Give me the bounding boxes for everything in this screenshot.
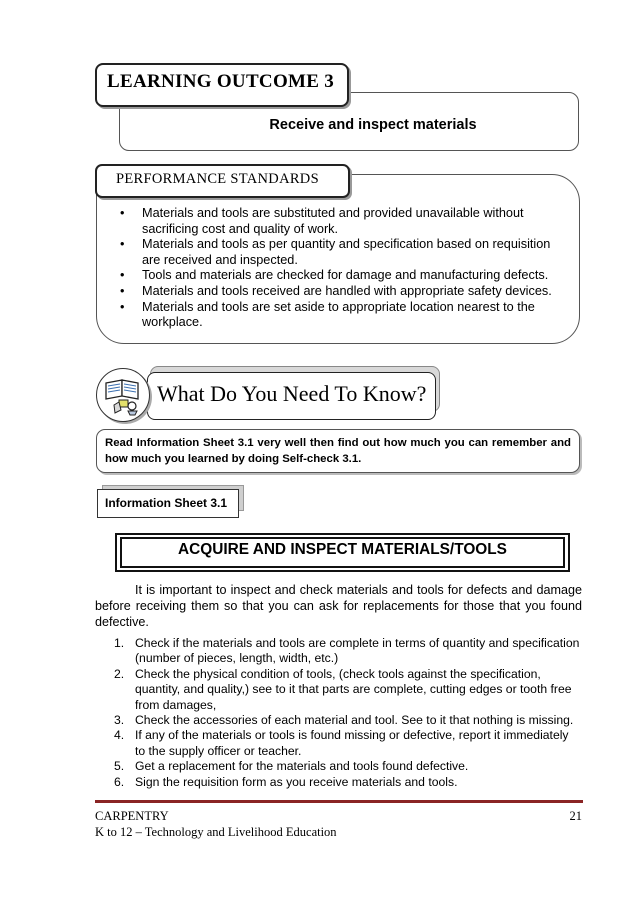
step-text: Check the accessories of each material and tool. See to it that nothing is missing.: [135, 713, 574, 728]
step-text: Get a replacement for the materials and tools found defective.: [135, 759, 469, 774]
inspection-steps: [114, 636, 580, 790]
step-text: Check the physical condition of tools, (check tools against the specification, quantity, and quality,) see to it that parts are complete, cutting edges or tooth free from damages,: [135, 666, 572, 712]
performance-standards-list: [120, 206, 566, 331]
learning-outcome-label: LEARNING OUTCOME 3: [107, 71, 335, 92]
what-to-know-title: What Do You Need To Know?: [157, 381, 427, 406]
step-text: Sign the requisition form as you receive materials and tools.: [135, 774, 458, 789]
step-number: 2.: [114, 666, 125, 681]
footer-rule: [95, 800, 583, 803]
list-item-text: Materials and tools as per quantity and specification based on requisition are received and inspected.: [142, 237, 551, 267]
intro-paragraph-text: It is important to inspect and check materials and tools for defects and damage before receiving them so that you can ask for replacements for those that you found defective.: [95, 583, 582, 629]
what-to-know-banner: [147, 372, 436, 420]
intro-paragraph: [95, 582, 582, 630]
info-sheet-tab: [97, 489, 239, 518]
step-number: 1.: [114, 636, 125, 650]
instruction-text: Read Information Sheet 3.1 very well then find out how much you can remember and how much you learned by doing Self-check 3.1.: [105, 437, 571, 465]
bullet: •: [120, 206, 125, 220]
list-item-text: Tools and materials are checked for damage and manufacturing defects.: [142, 268, 549, 283]
list-item: [120, 284, 566, 300]
step-number: 4.: [114, 728, 125, 743]
list-item: [114, 667, 580, 713]
list-item-text: Materials and tools are set aside to appropriate location nearest to the workplace.: [142, 299, 535, 330]
list-item: [120, 237, 566, 268]
footer-course: K to 12 – Technology and Livelihood Education: [95, 825, 337, 839]
section-title: ACQUIRE AND INSPECT MATERIALS/TOOLS: [178, 541, 507, 558]
page-number: 21: [569, 809, 582, 823]
step-number: 6.: [114, 774, 125, 789]
list-item: [120, 206, 566, 237]
list-item: [114, 759, 580, 774]
learning-outcome-subtitle: Receive and inspect materials: [269, 117, 477, 133]
step-number: 5.: [114, 759, 125, 774]
performance-standards-tab: [95, 164, 350, 198]
bullet: •: [120, 283, 125, 298]
list-item: [114, 713, 580, 728]
info-sheet-label: Information Sheet 3.1: [105, 496, 228, 510]
list-item: [120, 300, 566, 331]
step-number: 3.: [114, 713, 125, 728]
learning-outcome-tab: [95, 63, 349, 107]
bullet: •: [120, 237, 125, 252]
list-item: [120, 268, 566, 284]
bullet: •: [120, 268, 125, 283]
step-text: Check if the materials and tools are complete in terms of quantity and specification (number of pieces, length, width, etc.): [135, 636, 580, 666]
performance-standards-label: PERFORMANCE STANDARDS: [116, 171, 319, 187]
step-text: If any of the materials or tools is found missing or defective, report it immediately to the supply officer or teacher.: [135, 728, 569, 758]
list-item-text: Materials and tools received are handled with appropriate safety devices.: [142, 283, 552, 298]
footer-subject: CARPENTRY: [95, 809, 169, 823]
bullet: •: [120, 299, 125, 314]
list-item: [114, 775, 580, 790]
list-item: [114, 636, 580, 667]
book-and-tools-icon: [96, 368, 150, 422]
list-item-text: Materials and tools are substituted and provided unavailable without sacrificing cost and quality of work.: [142, 206, 524, 236]
list-item: [114, 728, 580, 759]
